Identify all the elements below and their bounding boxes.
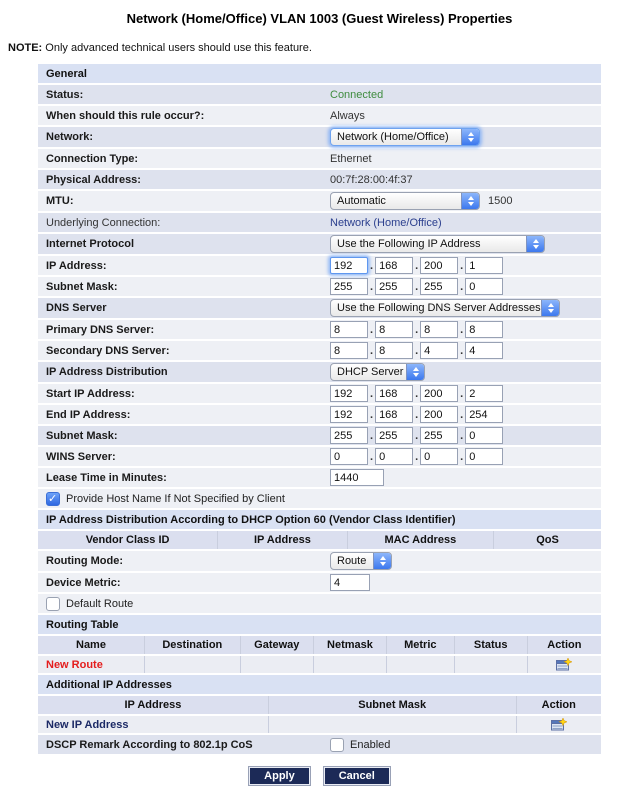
dhcp-subnet-octet-1[interactable]: [330, 427, 368, 444]
primary-dns-octet-1[interactable]: [330, 321, 368, 338]
row-internet-protocol: [38, 234, 601, 256]
lease-time-input[interactable]: [330, 469, 384, 486]
ip-distribution-label: IP Address Distribution: [46, 366, 168, 378]
new-route-row: [38, 656, 601, 675]
dscp-enabled-label: Enabled: [350, 738, 391, 751]
row-underlying-connection: [38, 213, 601, 234]
col-qos: QoS: [536, 534, 559, 546]
internet-protocol-label: Internet Protocol: [46, 238, 135, 250]
dscp-enabled-checkbox[interactable]: [330, 738, 344, 752]
row-end-ip: [38, 405, 601, 426]
default-route-checkbox[interactable]: [46, 597, 60, 611]
select-stepper-icon: [526, 236, 544, 252]
end-ip-octet-4[interactable]: [465, 406, 503, 423]
ip-address-octet-1[interactable]: [330, 257, 368, 274]
network-select-value: Network (Home/Office): [337, 131, 449, 143]
col-aip-subnet-mask: Subnet Mask: [269, 696, 517, 714]
physical-address-value: 00:7f:28:00:4f:37: [330, 173, 413, 186]
new-route-add-icon[interactable]: [556, 658, 572, 671]
row-physical-address: [38, 170, 601, 191]
col-vendor-class-id: Vendor Class ID: [38, 531, 218, 549]
new-ip-link[interactable]: New IP Address: [46, 718, 129, 731]
dns-server-select-value: Use the Following DNS Server Addresses: [337, 302, 541, 314]
underlying-connection-link[interactable]: Network (Home/Office): [330, 216, 442, 229]
start-ip-octet-4[interactable]: [465, 385, 503, 402]
col-metric: Metric: [387, 636, 455, 654]
section-routing-table: [38, 615, 601, 636]
col-action: Action: [547, 639, 582, 651]
start-ip-octet-1[interactable]: [330, 385, 368, 402]
col-gateway: Gateway: [241, 636, 314, 654]
physical-address-label: Physical Address:: [46, 173, 141, 186]
section-general: [38, 64, 601, 85]
end-ip-octet-3[interactable]: [420, 406, 458, 423]
col-aip-ip-address: IP Address: [38, 696, 269, 714]
row-network: [38, 127, 601, 149]
start-ip-octet-2[interactable]: [375, 385, 413, 402]
mtu-size-value: 1500: [488, 195, 513, 207]
rule-occur-value: Always: [330, 109, 365, 122]
ip-address-octet-3[interactable]: [420, 257, 458, 274]
properties-table: [38, 64, 601, 756]
new-ip-add-icon[interactable]: [551, 718, 567, 731]
dns-server-label: DNS Server: [46, 302, 107, 314]
start-ip-label: Start IP Address:: [46, 387, 135, 400]
wins-octet-3[interactable]: [420, 448, 458, 465]
additional-ips-column-headers: [38, 696, 601, 716]
row-mtu: [38, 191, 601, 213]
new-route-link[interactable]: New Route: [46, 658, 103, 671]
select-stepper-icon: [461, 129, 479, 145]
note-text: Only advanced technical users should use this feature.: [45, 42, 312, 54]
connection-type-label: Connection Type:: [46, 152, 139, 165]
col-mac-address: MAC Address: [348, 531, 494, 549]
subnet-mask-octet-1[interactable]: [330, 278, 368, 295]
dhcp-subnet-octet-2[interactable]: [375, 427, 413, 444]
start-ip-octet-3[interactable]: [420, 385, 458, 402]
rule-occur-label: When should this rule occur?:: [46, 109, 205, 122]
col-name: Name: [38, 636, 145, 654]
new-ip-row: [38, 716, 601, 735]
secondary-dns-label: Secondary DNS Server:: [46, 344, 170, 357]
secondary-dns-octet-3[interactable]: [420, 342, 458, 359]
primary-dns-octet-2[interactable]: [375, 321, 413, 338]
row-subnet-mask: [38, 277, 601, 298]
row-wins-server: [38, 447, 601, 468]
dhcp-subnet-mask-label: Subnet Mask:: [46, 429, 118, 442]
subnet-mask-label: Subnet Mask:: [46, 280, 118, 293]
status-label: Status:: [46, 88, 84, 101]
provide-host-label: Provide Host Name If Not Specified by Client: [66, 492, 285, 505]
row-provide-host: [38, 489, 601, 510]
row-device-metric: [38, 573, 601, 594]
routing-mode-label: Routing Mode:: [46, 555, 123, 567]
col-aip-action: Action: [541, 699, 576, 711]
section-additional-ips-label: Additional IP Addresses: [46, 678, 172, 691]
ip-address-octet-4[interactable]: [465, 257, 503, 274]
wins-octet-1[interactable]: [330, 448, 368, 465]
dscp-label: DSCP Remark According to 802.1p CoS: [46, 738, 253, 751]
row-rule-occur: [38, 106, 601, 127]
row-routing-mode: [38, 551, 601, 573]
ip-distribution-select-value: DHCP Server: [337, 366, 404, 378]
row-lease-time: [38, 468, 601, 489]
wins-octet-4[interactable]: [465, 448, 503, 465]
routing-mode-select[interactable]: [330, 552, 392, 570]
cancel-button[interactable]: Cancel: [323, 766, 391, 786]
internet-protocol-select-value: Use the Following IP Address: [337, 238, 481, 250]
internet-protocol-select[interactable]: [330, 235, 545, 253]
col-destination: Destination: [145, 636, 241, 654]
wins-server-label: WINS Server:: [46, 450, 116, 463]
mtu-label: MTU:: [46, 195, 74, 207]
device-metric-label: Device Metric:: [46, 576, 121, 589]
apply-button[interactable]: Apply: [248, 766, 311, 786]
ip-address-label: IP Address:: [46, 259, 107, 272]
end-ip-label: End IP Address:: [46, 408, 131, 421]
select-stepper-icon: [541, 300, 559, 316]
section-additional-ips: [38, 675, 601, 696]
dhcp-subnet-octet-3[interactable]: [420, 427, 458, 444]
end-ip-octet-2[interactable]: [375, 406, 413, 423]
row-dns-server: [38, 298, 601, 320]
network-select[interactable]: [330, 128, 480, 146]
ip-address-octet-2[interactable]: [375, 257, 413, 274]
provide-host-checkbox[interactable]: [46, 492, 60, 506]
secondary-dns-octet-2[interactable]: [375, 342, 413, 359]
primary-dns-label: Primary DNS Server:: [46, 323, 155, 336]
subnet-mask-octet-3[interactable]: [420, 278, 458, 295]
lease-time-label: Lease Time in Minutes:: [46, 471, 167, 484]
primary-dns-octet-4[interactable]: [465, 321, 503, 338]
row-ip-distribution: [38, 362, 601, 384]
button-row: [0, 766, 639, 786]
note-label: NOTE:: [8, 42, 43, 54]
col-status: Status: [455, 636, 528, 654]
section-general-label: General: [46, 67, 87, 80]
underlying-connection-label: Underlying Connection:: [46, 216, 161, 229]
section-option60: [38, 510, 601, 531]
subnet-mask-octet-2[interactable]: [375, 278, 413, 295]
secondary-dns-octet-4[interactable]: [465, 342, 503, 359]
mtu-select[interactable]: [330, 192, 480, 210]
network-label: Network:: [46, 131, 94, 143]
note: [8, 42, 639, 54]
wins-octet-2[interactable]: [375, 448, 413, 465]
routing-mode-select-value: Route: [337, 555, 367, 567]
row-status: [38, 85, 601, 106]
row-default-route: [38, 594, 601, 615]
section-option60-label: IP Address Distribution According to DHCP Option 60 (Vendor Class Identifier): [46, 513, 456, 526]
device-metric-input[interactable]: [330, 574, 370, 591]
primary-dns-octet-3[interactable]: [420, 321, 458, 338]
row-dhcp-subnet-mask: [38, 426, 601, 447]
row-dscp: [38, 735, 601, 756]
row-start-ip: [38, 384, 601, 405]
col-netmask: Netmask: [314, 636, 387, 654]
dns-server-select[interactable]: [330, 299, 560, 317]
status-value: Connected: [330, 88, 384, 101]
row-secondary-dns: [38, 341, 601, 362]
connection-type-value: Ethernet: [330, 152, 372, 165]
subnet-mask-octet-4[interactable]: [465, 278, 503, 295]
secondary-dns-octet-1[interactable]: [330, 342, 368, 359]
dhcp-subnet-octet-4[interactable]: [465, 427, 503, 444]
section-routing-table-label: Routing Table: [46, 618, 119, 631]
row-primary-dns: [38, 320, 601, 341]
option60-column-headers: [38, 531, 601, 551]
row-connection-type: [38, 149, 601, 170]
end-ip-octet-1[interactable]: [330, 406, 368, 423]
select-stepper-icon: [373, 553, 391, 569]
row-ip-address: [38, 256, 601, 277]
ip-distribution-select[interactable]: [330, 363, 425, 381]
select-stepper-icon: [461, 193, 479, 209]
page-title: Network (Home/Office) VLAN 1003 (Guest Wireless) Properties: [126, 11, 513, 26]
routing-column-headers: [38, 636, 601, 656]
col-ip-address: IP Address: [218, 531, 347, 549]
default-route-label: Default Route: [66, 597, 134, 610]
mtu-select-value: Automatic: [337, 195, 386, 207]
select-stepper-icon: [406, 364, 424, 380]
